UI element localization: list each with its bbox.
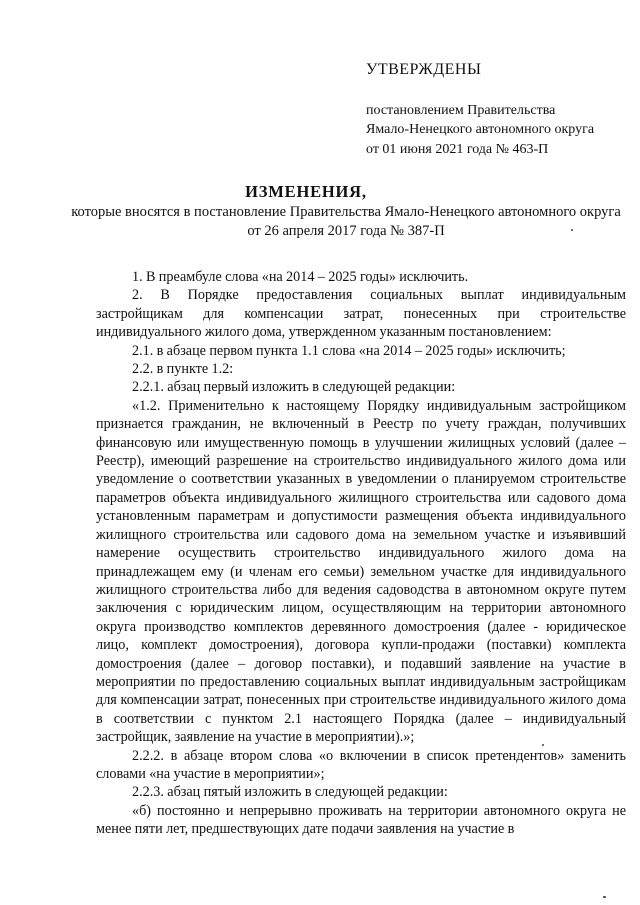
approval-title: УТВЕРЖДЕНЫ xyxy=(366,61,482,78)
approval-block xyxy=(366,60,636,159)
paragraph-quote-1-2: «1.2. Применительно к настоящему Порядку индивидуальным застройщиком признается гражданин, не включенный в Реестр по учету граждан, получивших финансовую или имущественную помощь в улучшении жилищных условий (далее – Реестр), имеющий разрешение на строительство индивидуального жилого дома или уведомление о соответствии указанных в уведомлении о планируемом строительстве параметров объекта индивидуального жилищного строительства или садового дома установленным параметрам и допустимости размещения объекта индивидуального жилищного строительства или садового дома на земельном участке и изъявивший намерение осуществить строительство индивидуального жилого дома на принадлежащем ему (и членам его семьи) земельном участке для индивидуального жилищного строительства либо для ведения садоводства в автономном округе путем заключения с юридическим лицом, осуществляющим на территории автономного округа производство комплектов деревянного домостроения (далее - юридическое лицо, комплект домостроения), договора купли-продажи (поставки) комплекта домостроения (далее – договор поставки), и подавший заявление на участие в мероприятии по предоставлению социальных выплат индивидуальным застройщикам для компенсации затрат, понесенных при строительстве индивидуального жилого дома в соответствии с пунктом 2.1 настоящего Порядка (далее – индивидуальный застройщик, заявление на участие в мероприятии).»; xyxy=(96,397,626,746)
approval-line-3: от 01 июня 2021 года № 463-П xyxy=(366,141,549,157)
document-title: ИЗМЕНЕНИЯ, xyxy=(245,182,367,201)
paragraph-2-1: 2.1. в абзаце первом пункта 1.1 слова «на 2014 – 2025 годы» исключить; xyxy=(132,342,566,359)
paragraph-2-2: 2.2. в пункте 1.2: xyxy=(132,361,234,378)
scan-speck xyxy=(571,229,573,231)
paragraph-2-2-2: 2.2.2. в абзаце втором слова «о включении в список претендентов» заменить словами «на участие в мероприятии»; xyxy=(96,747,626,782)
document-body xyxy=(96,268,626,839)
approval-line-1: постановлением Правительства xyxy=(366,102,556,118)
scan-speck xyxy=(603,896,606,898)
scan-speck xyxy=(542,744,544,746)
paragraph-2-2-1: 2.2.1. абзац первый изложить в следующей редакции: xyxy=(132,379,456,396)
paragraph-2: 2. В Порядке предоставления социальных выплат индивидуальным застройщикам для компенсации затрат, понесенных при строительстве индивидуального жилого дома, утвержденном указанным постановлением: xyxy=(96,287,626,341)
paragraph-quote-b: «б) постоянно и непрерывно проживать на территории автономного округа не менее пяти лет, предшествующих дате подачи заявления на участие в xyxy=(96,802,626,838)
paragraph-2-2-3: 2.2.3. абзац пятый изложить в следующей редакции: xyxy=(132,784,448,801)
paragraph-1: 1. В преамбуле слова «на 2014 – 2025 годы» исключить. xyxy=(132,269,469,285)
document-subtitle: которые вносятся в постановление Правительства Ямало-Ненецкого автономного округа от 26 апреля 2017 года № 387-П xyxy=(71,204,621,239)
approval-line-2: Ямало-Ненецкого автономного округа xyxy=(366,122,595,137)
